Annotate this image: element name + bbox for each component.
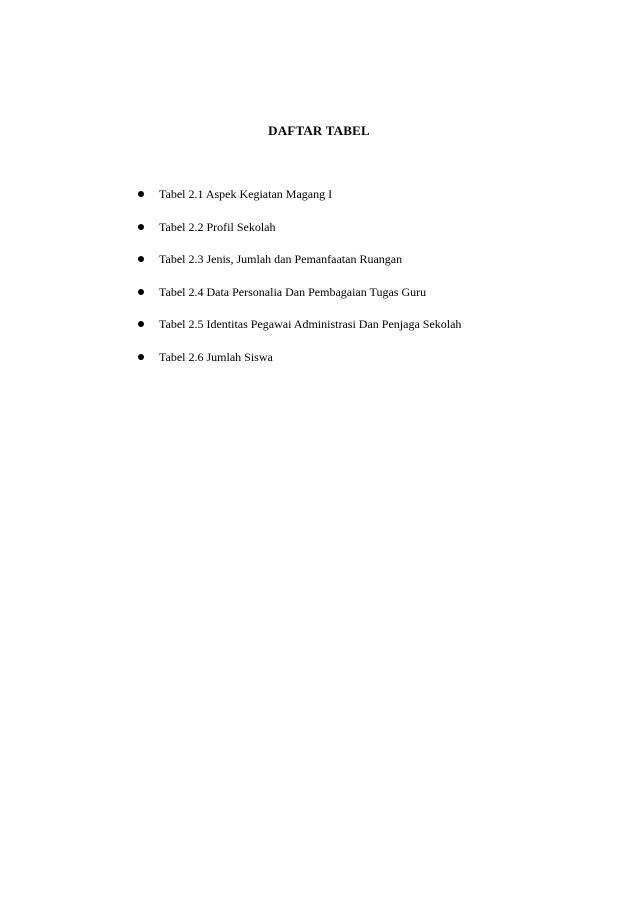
bullet-icon — [138, 191, 144, 197]
page-title: DAFTAR TABEL — [268, 123, 370, 138]
bullet-icon — [138, 354, 144, 360]
list-item-label: Tabel 2.1 Aspek Kegiatan Magang I — [159, 187, 333, 201]
list-item — [138, 317, 461, 350]
list-item-label: Tabel 2.6 Jumlah Siswa — [159, 349, 273, 364]
list-item-label: Tabel 2.3 Jenis, Jumlah dan Pemanfaatan Ruangan — [159, 252, 403, 267]
list-item — [138, 187, 461, 220]
list-item-label: Tabel 2.5 Identitas Pegawai Administrasi Dan Penjaga Sekolah — [159, 317, 462, 332]
list-item-label: Tabel 2.2 Profil Sekolah — [159, 219, 276, 234]
bullet-icon — [138, 321, 144, 327]
bullet-icon — [138, 224, 144, 230]
table-list — [138, 187, 461, 383]
list-item — [138, 350, 461, 383]
bullet-icon — [138, 256, 144, 262]
list-item — [138, 220, 461, 253]
list-item-label: Tabel 2.4 Data Personalia Dan Pembagaian Tugas Guru — [159, 284, 427, 299]
list-item — [138, 285, 461, 318]
bullet-icon — [138, 289, 144, 295]
list-item — [138, 252, 461, 285]
